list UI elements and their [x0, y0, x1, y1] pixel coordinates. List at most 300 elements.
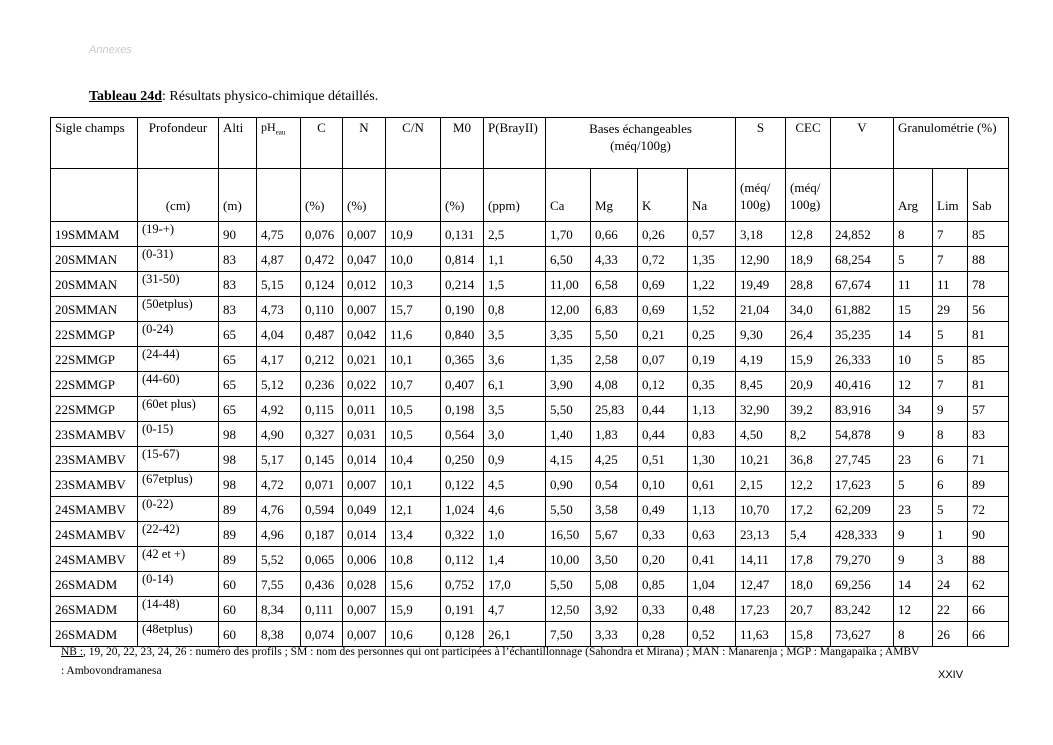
cell-sab: 66: [968, 597, 1009, 622]
cell-lim: 5: [933, 347, 968, 372]
cell-sab: 57: [968, 397, 1009, 422]
cell-v: 26,333: [831, 347, 894, 372]
cell-mo: 0,407: [441, 372, 484, 397]
cell-c: 0,145: [301, 447, 343, 472]
header-cec-unit: (méq/ 100g): [786, 169, 831, 222]
cell-k: 0,07: [638, 347, 688, 372]
cell-cn: 10,3: [386, 272, 441, 297]
cell-na: 0,57: [688, 222, 736, 247]
cell-profondeur: (60et plus): [138, 397, 219, 422]
cell-profondeur: (15-67): [138, 447, 219, 472]
cell-ca: 3,90: [546, 372, 591, 397]
table-row: [51, 397, 1009, 422]
cell-mg: 3,58: [591, 497, 638, 522]
cell-p: 1,4: [484, 547, 546, 572]
cell-k: 0,33: [638, 522, 688, 547]
cell-cn: 10,0: [386, 247, 441, 272]
cell-na: 0,61: [688, 472, 736, 497]
cell-lim: 1: [933, 522, 968, 547]
cell-lim: 3: [933, 547, 968, 572]
cell-s: 2,15: [736, 472, 786, 497]
header-profondeur: Profondeur: [138, 118, 219, 169]
cell-mo: 0,564: [441, 422, 484, 447]
cell-cec: 36,8: [786, 447, 831, 472]
cell-alti: 98: [219, 472, 257, 497]
cell-ph: 8,38: [257, 622, 301, 647]
cell-p: 1,1: [484, 247, 546, 272]
cell-arg: 23: [894, 497, 933, 522]
cell-n: 0,021: [343, 347, 386, 372]
cell-c: 0,187: [301, 522, 343, 547]
cell-k: 0,69: [638, 297, 688, 322]
cell-ca: 0,90: [546, 472, 591, 497]
table-row: [51, 447, 1009, 472]
cell-sab: 89: [968, 472, 1009, 497]
cell-s: 4,50: [736, 422, 786, 447]
cell-ph: 5,17: [257, 447, 301, 472]
header-ca: Ca: [546, 169, 591, 222]
header-c: C: [301, 118, 343, 169]
header-mg: Mg: [591, 169, 638, 222]
cell-k: 0,20: [638, 547, 688, 572]
cell-profondeur: (0-15): [138, 422, 219, 447]
cell-alti: 98: [219, 447, 257, 472]
cell-n: 0,007: [343, 222, 386, 247]
cell-profondeur: (44-60): [138, 372, 219, 397]
header-alti: Alti: [219, 118, 257, 169]
cell-cn: 15,7: [386, 297, 441, 322]
cell-s: 14,11: [736, 547, 786, 572]
cell-c: 0,212: [301, 347, 343, 372]
footnote-text: , 19, 20, 22, 23, 24, 26 : numéro des profils ; SM : nom des personnes qui ont participées à l’échantillonnage (Sahondra et Mirana) ; MAN : Manarenja ; MGP : Mangapaika ; AMBV : Ambovondramanesa: [61, 646, 920, 677]
cell-k: 0,44: [638, 422, 688, 447]
cell-lim: 29: [933, 297, 968, 322]
cell-na: 0,35: [688, 372, 736, 397]
cell-arg: 5: [894, 247, 933, 272]
cell-mo: 0,814: [441, 247, 484, 272]
cell-ca: 1,35: [546, 347, 591, 372]
cell-v: 40,416: [831, 372, 894, 397]
cell-mg: 6,83: [591, 297, 638, 322]
cell-cn: 10,1: [386, 472, 441, 497]
cell-ph: 5,15: [257, 272, 301, 297]
cell-arg: 10: [894, 347, 933, 372]
cell-mo: 0,191: [441, 597, 484, 622]
cell-ph: 4,87: [257, 247, 301, 272]
cell-s: 10,70: [736, 497, 786, 522]
cell-s: 23,13: [736, 522, 786, 547]
cell-cn: 10,5: [386, 397, 441, 422]
cell-mo: 0,250: [441, 447, 484, 472]
header-k: K: [638, 169, 688, 222]
cell-lim: 11: [933, 272, 968, 297]
cell-mo: 0,122: [441, 472, 484, 497]
cell-p: 6,1: [484, 372, 546, 397]
cell-lim: 5: [933, 497, 968, 522]
table-row: [51, 597, 1009, 622]
cell-cn: 10,7: [386, 372, 441, 397]
header-alti-unit: (m): [219, 169, 257, 222]
cell-mg: 5,50: [591, 322, 638, 347]
cell-p: 3,5: [484, 397, 546, 422]
cell-v: 35,235: [831, 322, 894, 347]
cell-s: 3,18: [736, 222, 786, 247]
cell-mg: 3,50: [591, 547, 638, 572]
cell-p: 0,9: [484, 447, 546, 472]
cell-alti: 60: [219, 622, 257, 647]
cell-na: 1,13: [688, 497, 736, 522]
cell-sigle: 24SMAMBV: [51, 522, 138, 547]
cell-n: 0,006: [343, 547, 386, 572]
cell-k: 0,85: [638, 572, 688, 597]
cell-ca: 10,00: [546, 547, 591, 572]
cell-sigle: 23SMAMBV: [51, 447, 138, 472]
cell-na: 1,04: [688, 572, 736, 597]
cell-cec: 20,9: [786, 372, 831, 397]
cell-mo: 0,214: [441, 272, 484, 297]
cell-alti: 60: [219, 572, 257, 597]
cell-arg: 12: [894, 372, 933, 397]
cell-sigle: 24SMAMBV: [51, 547, 138, 572]
cell-profondeur: (0-31): [138, 247, 219, 272]
cell-k: 0,12: [638, 372, 688, 397]
cell-v: 24,852: [831, 222, 894, 247]
cell-cn: 11,6: [386, 322, 441, 347]
cell-cn: 12,1: [386, 497, 441, 522]
cell-c: 0,074: [301, 622, 343, 647]
cell-cn: 10,4: [386, 447, 441, 472]
cell-na: 0,52: [688, 622, 736, 647]
cell-profondeur: (22-42): [138, 522, 219, 547]
cell-mg: 3,92: [591, 597, 638, 622]
header-na: Na: [688, 169, 736, 222]
cell-sigle: 20SMMAN: [51, 247, 138, 272]
header-row-top: [51, 118, 1009, 169]
cell-alti: 65: [219, 372, 257, 397]
cell-lim: 6: [933, 447, 968, 472]
cell-p: 17,0: [484, 572, 546, 597]
cell-arg: 15: [894, 297, 933, 322]
cell-profondeur: (19-+): [138, 222, 219, 247]
cell-ca: 5,50: [546, 497, 591, 522]
cell-p: 3,5: [484, 322, 546, 347]
cell-profondeur: (0-22): [138, 497, 219, 522]
cell-ca: 3,35: [546, 322, 591, 347]
cell-profondeur: (50etplus): [138, 297, 219, 322]
cell-profondeur: (0-14): [138, 572, 219, 597]
cell-alti: 83: [219, 297, 257, 322]
cell-arg: 14: [894, 572, 933, 597]
cell-s: 8,45: [736, 372, 786, 397]
cell-profondeur: (48etplus): [138, 622, 219, 647]
cell-k: 0,49: [638, 497, 688, 522]
cell-k: 0,10: [638, 472, 688, 497]
cell-lim: 24: [933, 572, 968, 597]
cell-sab: 62: [968, 572, 1009, 597]
cell-k: 0,33: [638, 597, 688, 622]
cell-ca: 5,50: [546, 572, 591, 597]
cell-n: 0,007: [343, 597, 386, 622]
cell-v: 428,333: [831, 522, 894, 547]
cell-v: 83,916: [831, 397, 894, 422]
table-title: [89, 89, 378, 105]
cell-sigle: 22SMMGP: [51, 397, 138, 422]
cell-cec: 28,8: [786, 272, 831, 297]
header-ph-main: pH: [261, 120, 276, 134]
cell-v: 68,254: [831, 247, 894, 272]
cell-cec: 18,0: [786, 572, 831, 597]
cell-lim: 26: [933, 622, 968, 647]
header-cn-blank: [386, 169, 441, 222]
cell-p: 4,6: [484, 497, 546, 522]
cell-v: 79,270: [831, 547, 894, 572]
header-row-bottom: [51, 169, 1009, 222]
cell-cec: 12,2: [786, 472, 831, 497]
cell-cec: 20,7: [786, 597, 831, 622]
cell-s: 21,04: [736, 297, 786, 322]
cell-ca: 7,50: [546, 622, 591, 647]
cell-ph: 4,92: [257, 397, 301, 422]
header-bases: [546, 118, 736, 169]
cell-ph: 4,76: [257, 497, 301, 522]
cell-ph: 4,96: [257, 522, 301, 547]
cell-mg: 0,66: [591, 222, 638, 247]
cell-v: 54,878: [831, 422, 894, 447]
cell-k: 0,44: [638, 397, 688, 422]
cell-s: 17,23: [736, 597, 786, 622]
cell-profondeur: (0-24): [138, 322, 219, 347]
cell-c: 0,487: [301, 322, 343, 347]
header-sigle-blank: [51, 169, 138, 222]
cell-cec: 26,4: [786, 322, 831, 347]
cell-ca: 5,50: [546, 397, 591, 422]
cell-sigle: 22SMMGP: [51, 322, 138, 347]
cell-s: 11,63: [736, 622, 786, 647]
cell-ph: 4,90: [257, 422, 301, 447]
cell-ph: 5,52: [257, 547, 301, 572]
cell-c: 0,111: [301, 597, 343, 622]
cell-s: 32,90: [736, 397, 786, 422]
cell-na: 1,52: [688, 297, 736, 322]
cell-c: 0,436: [301, 572, 343, 597]
cell-mo: 0,112: [441, 547, 484, 572]
table-row: [51, 322, 1009, 347]
cell-arg: 14: [894, 322, 933, 347]
cell-k: 0,26: [638, 222, 688, 247]
cell-c: 0,594: [301, 497, 343, 522]
cell-ca: 6,50: [546, 247, 591, 272]
header-ph-blank: [257, 169, 301, 222]
cell-k: 0,28: [638, 622, 688, 647]
cell-cec: 34,0: [786, 297, 831, 322]
table-row: [51, 272, 1009, 297]
cell-arg: 9: [894, 547, 933, 572]
cell-mg: 4,25: [591, 447, 638, 472]
cell-n: 0,011: [343, 397, 386, 422]
cell-n: 0,007: [343, 622, 386, 647]
cell-sigle: 26SMADM: [51, 572, 138, 597]
cell-cec: 15,8: [786, 622, 831, 647]
cell-ca: 12,00: [546, 297, 591, 322]
cell-ca: 12,50: [546, 597, 591, 622]
table-row: [51, 347, 1009, 372]
cell-cn: 15,9: [386, 597, 441, 622]
header-sab: Sab: [968, 169, 1009, 222]
cell-mo: 0,752: [441, 572, 484, 597]
table-row: [51, 472, 1009, 497]
cell-v: 83,242: [831, 597, 894, 622]
cell-sab: 81: [968, 322, 1009, 347]
cell-sab: 88: [968, 547, 1009, 572]
cell-ca: 1,70: [546, 222, 591, 247]
table-body: [51, 222, 1009, 647]
cell-c: 0,110: [301, 297, 343, 322]
cell-lim: 7: [933, 247, 968, 272]
header-granulo: Granulométrie (%): [894, 118, 1009, 169]
cell-na: 1,35: [688, 247, 736, 272]
cell-v: 62,209: [831, 497, 894, 522]
cell-cec: 17,8: [786, 547, 831, 572]
cell-sab: 78: [968, 272, 1009, 297]
cell-na: 0,83: [688, 422, 736, 447]
cell-sigle: 22SMMGP: [51, 347, 138, 372]
cell-p: 26,1: [484, 622, 546, 647]
footnote: [61, 643, 921, 681]
cell-arg: 5: [894, 472, 933, 497]
cell-p: 2,5: [484, 222, 546, 247]
cell-mo: 1,024: [441, 497, 484, 522]
cell-v: 69,256: [831, 572, 894, 597]
cell-arg: 9: [894, 522, 933, 547]
table-row: [51, 547, 1009, 572]
cell-na: 0,63: [688, 522, 736, 547]
cell-mg: 3,33: [591, 622, 638, 647]
cell-arg: 8: [894, 222, 933, 247]
cell-ca: 4,15: [546, 447, 591, 472]
cell-arg: 12: [894, 597, 933, 622]
cell-mo: 0,131: [441, 222, 484, 247]
table-row: [51, 222, 1009, 247]
cell-sigle: 23SMAMBV: [51, 472, 138, 497]
cell-v: 67,674: [831, 272, 894, 297]
cell-alti: 65: [219, 397, 257, 422]
table-row: [51, 372, 1009, 397]
cell-k: 0,21: [638, 322, 688, 347]
cell-n: 0,007: [343, 297, 386, 322]
cell-alti: 65: [219, 322, 257, 347]
cell-n: 0,014: [343, 522, 386, 547]
cell-cec: 17,2: [786, 497, 831, 522]
cell-lim: 5: [933, 322, 968, 347]
header-v: V: [831, 118, 894, 169]
cell-sab: 83: [968, 422, 1009, 447]
header-cn: C/N: [386, 118, 441, 169]
cell-mg: 5,67: [591, 522, 638, 547]
cell-v: 61,882: [831, 297, 894, 322]
cell-sab: 72: [968, 497, 1009, 522]
cell-n: 0,031: [343, 422, 386, 447]
cell-alti: 89: [219, 497, 257, 522]
cell-mg: 5,08: [591, 572, 638, 597]
cell-cec: 12,8: [786, 222, 831, 247]
cell-s: 19,49: [736, 272, 786, 297]
cell-ph: 7,55: [257, 572, 301, 597]
cell-arg: 34: [894, 397, 933, 422]
cell-lim: 8: [933, 422, 968, 447]
cell-lim: 6: [933, 472, 968, 497]
table-title-text: : Résultats physico-chimique détaillés.: [162, 89, 379, 104]
table-row: [51, 247, 1009, 272]
cell-cn: 10,9: [386, 222, 441, 247]
cell-cn: 10,1: [386, 347, 441, 372]
cell-sab: 85: [968, 347, 1009, 372]
cell-profondeur: (67etplus): [138, 472, 219, 497]
cell-mo: 0,322: [441, 522, 484, 547]
header-c-unit: (%): [301, 169, 343, 222]
cell-profondeur: (31-50): [138, 272, 219, 297]
cell-arg: 11: [894, 272, 933, 297]
header-sigle: Sigle champs: [51, 118, 138, 169]
cell-k: 0,51: [638, 447, 688, 472]
header-mo-unit: (%): [441, 169, 484, 222]
cell-profondeur: (14-48): [138, 597, 219, 622]
table-title-label: Tableau 24d: [89, 89, 163, 104]
cell-v: 27,745: [831, 447, 894, 472]
header-bases-label: Bases échangeables: [589, 121, 692, 136]
table-row: [51, 497, 1009, 522]
cell-profondeur: (24-44): [138, 347, 219, 372]
cell-n: 0,047: [343, 247, 386, 272]
cell-mg: 0,54: [591, 472, 638, 497]
cell-sigle: 23SMAMBV: [51, 422, 138, 447]
cell-mo: 0,198: [441, 397, 484, 422]
cell-alti: 65: [219, 347, 257, 372]
cell-alti: 90: [219, 222, 257, 247]
cell-cn: 13,4: [386, 522, 441, 547]
cell-na: 0,19: [688, 347, 736, 372]
cell-sab: 81: [968, 372, 1009, 397]
cell-c: 0,124: [301, 272, 343, 297]
cell-s: 10,21: [736, 447, 786, 472]
cell-mo: 0,128: [441, 622, 484, 647]
cell-p: 1,5: [484, 272, 546, 297]
cell-k: 0,72: [638, 247, 688, 272]
table-row: [51, 422, 1009, 447]
cell-sab: 71: [968, 447, 1009, 472]
cell-sab: 56: [968, 297, 1009, 322]
cell-ph: 4,72: [257, 472, 301, 497]
cell-lim: 7: [933, 222, 968, 247]
header-n: N: [343, 118, 386, 169]
table-row: [51, 297, 1009, 322]
cell-na: 1,13: [688, 397, 736, 422]
cell-na: 0,41: [688, 547, 736, 572]
header-ph: [257, 118, 301, 169]
cell-cn: 10,8: [386, 547, 441, 572]
header-lim: Lim: [933, 169, 968, 222]
cell-na: 1,30: [688, 447, 736, 472]
cell-sigle: 24SMAMBV: [51, 497, 138, 522]
cell-ca: 1,40: [546, 422, 591, 447]
cell-na: 0,25: [688, 322, 736, 347]
cell-v: 73,627: [831, 622, 894, 647]
cell-arg: 8: [894, 622, 933, 647]
cell-sigle: 26SMADM: [51, 597, 138, 622]
cell-s: 4,19: [736, 347, 786, 372]
cell-sab: 88: [968, 247, 1009, 272]
cell-p: 3,0: [484, 422, 546, 447]
table-row: [51, 522, 1009, 547]
